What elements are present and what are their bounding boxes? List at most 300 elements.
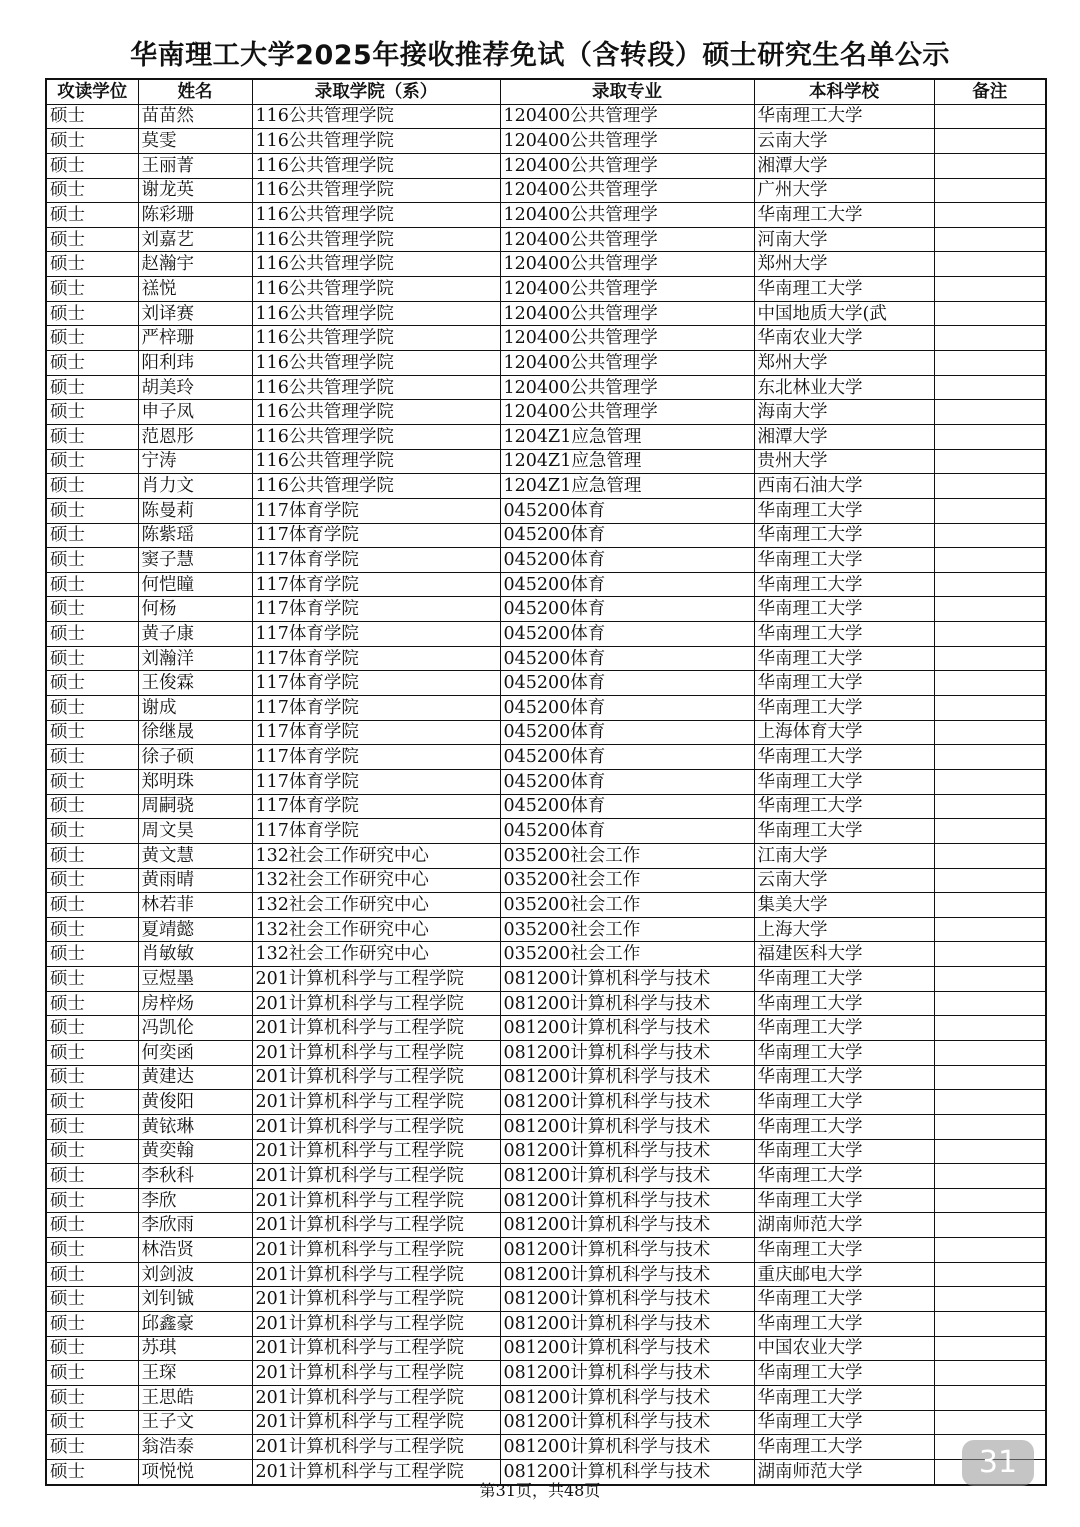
- cell-college: 201计算机科学与工程学院: [252, 1287, 500, 1312]
- cell-name: 禚悦: [138, 277, 252, 302]
- table-row: [46, 1139, 1046, 1164]
- cell-degree: 硕士: [46, 153, 138, 178]
- cell-remarks: [934, 1016, 1046, 1041]
- cell-college: 116公共管理学院: [252, 474, 500, 499]
- cell-major: 120400公共管理学: [500, 129, 754, 154]
- table-row: [46, 843, 1046, 868]
- cell-name: 李秋科: [138, 1164, 252, 1189]
- cell-college: 117体育学院: [252, 646, 500, 671]
- cell-remarks: [934, 942, 1046, 967]
- cell-undergrad-school: 华南理工大学: [754, 1139, 934, 1164]
- cell-degree: 硕士: [46, 646, 138, 671]
- cell-degree: 硕士: [46, 424, 138, 449]
- cell-degree: 硕士: [46, 597, 138, 622]
- cell-college: 116公共管理学院: [252, 153, 500, 178]
- cell-major: 120400公共管理学: [500, 178, 754, 203]
- cell-remarks: [934, 1336, 1046, 1361]
- cell-undergrad-school: 华南理工大学: [754, 1435, 934, 1460]
- cell-remarks: [934, 769, 1046, 794]
- cell-college: 117体育学院: [252, 696, 500, 721]
- cell-major: 081200计算机科学与技术: [500, 1435, 754, 1460]
- cell-name: 窦子慧: [138, 548, 252, 573]
- cell-undergrad-school: 华南理工大学: [754, 1238, 934, 1263]
- cell-college: 116公共管理学院: [252, 227, 500, 252]
- cell-undergrad-school: 华南理工大学: [754, 203, 934, 228]
- cell-major: 081200计算机科学与技术: [500, 1164, 754, 1189]
- cell-remarks: [934, 498, 1046, 523]
- cell-undergrad-school: 中国地质大学(武: [754, 301, 934, 326]
- cell-undergrad-school: 华南理工大学: [754, 671, 934, 696]
- cell-undergrad-school: 广州大学: [754, 178, 934, 203]
- cell-degree: 硕士: [46, 843, 138, 868]
- cell-degree: 硕士: [46, 523, 138, 548]
- cell-college: 116公共管理学院: [252, 301, 500, 326]
- cell-major: 120400公共管理学: [500, 277, 754, 302]
- cell-remarks: [934, 153, 1046, 178]
- cell-degree: 硕士: [46, 794, 138, 819]
- table-row: [46, 1435, 1046, 1460]
- cell-degree: 硕士: [46, 1435, 138, 1460]
- cell-name: 徐子硕: [138, 745, 252, 770]
- page-number-badge: 31: [962, 1440, 1034, 1486]
- table-row: [46, 523, 1046, 548]
- cell-major: 1204Z1应急管理: [500, 424, 754, 449]
- cell-college: 116公共管理学院: [252, 178, 500, 203]
- cell-undergrad-school: 华南理工大学: [754, 967, 934, 992]
- cell-undergrad-school: 湘潭大学: [754, 153, 934, 178]
- table-row: [46, 917, 1046, 942]
- table-row: [46, 1385, 1046, 1410]
- cell-college: 201计算机科学与工程学院: [252, 1459, 500, 1484]
- cell-name: 苏琪: [138, 1336, 252, 1361]
- table-row: [46, 1287, 1046, 1312]
- cell-name: 苗苗然: [138, 104, 252, 129]
- cell-name: 申子凤: [138, 400, 252, 425]
- cell-major: 1204Z1应急管理: [500, 474, 754, 499]
- cell-major: 081200计算机科学与技术: [500, 1090, 754, 1115]
- table-row: [46, 769, 1046, 794]
- table-row: [46, 967, 1046, 992]
- cell-remarks: [934, 572, 1046, 597]
- cell-name: 陈紫瑶: [138, 523, 252, 548]
- cell-name: 豆煜墨: [138, 967, 252, 992]
- cell-undergrad-school: 华南理工大学: [754, 646, 934, 671]
- cell-major: 120400公共管理学: [500, 301, 754, 326]
- table-row: [46, 1090, 1046, 1115]
- cell-college: 132社会工作研究中心: [252, 893, 500, 918]
- cell-college: 201计算机科学与工程学院: [252, 967, 500, 992]
- cell-college: 201计算机科学与工程学院: [252, 1410, 500, 1435]
- cell-name: 莫雯: [138, 129, 252, 154]
- table-row: [46, 868, 1046, 893]
- cell-name: 王琛: [138, 1361, 252, 1386]
- cell-college: 201计算机科学与工程学院: [252, 1164, 500, 1189]
- cell-degree: 硕士: [46, 1040, 138, 1065]
- table-row: [46, 104, 1046, 129]
- cell-remarks: [934, 104, 1046, 129]
- cell-remarks: [934, 326, 1046, 351]
- cell-college: 201计算机科学与工程学院: [252, 1065, 500, 1090]
- cell-undergrad-school: 郑州大学: [754, 351, 934, 376]
- table-row: [46, 942, 1046, 967]
- cell-remarks: [934, 227, 1046, 252]
- cell-remarks: [934, 1361, 1046, 1386]
- cell-remarks: [934, 1312, 1046, 1337]
- cell-degree: 硕士: [46, 1385, 138, 1410]
- cell-degree: 硕士: [46, 1139, 138, 1164]
- cell-undergrad-school: 华南理工大学: [754, 523, 934, 548]
- table-row: [46, 474, 1046, 499]
- cell-college: 116公共管理学院: [252, 203, 500, 228]
- cell-undergrad-school: 华南理工大学: [754, 745, 934, 770]
- cell-major: 081200计算机科学与技术: [500, 1312, 754, 1337]
- cell-college: 116公共管理学院: [252, 129, 500, 154]
- cell-major: 081200计算机科学与技术: [500, 1336, 754, 1361]
- cell-degree: 硕士: [46, 1459, 138, 1484]
- table-row: [46, 277, 1046, 302]
- cell-college: 116公共管理学院: [252, 351, 500, 376]
- cell-name: 项悦悦: [138, 1459, 252, 1484]
- cell-degree: 硕士: [46, 301, 138, 326]
- cell-major: 081200计算机科学与技术: [500, 1238, 754, 1263]
- cell-remarks: [934, 1287, 1046, 1312]
- cell-major: 081200计算机科学与技术: [500, 1361, 754, 1386]
- cell-undergrad-school: 福建医科大学: [754, 942, 934, 967]
- cell-major: 120400公共管理学: [500, 252, 754, 277]
- cell-degree: 硕士: [46, 769, 138, 794]
- cell-college: 201计算机科学与工程学院: [252, 1435, 500, 1460]
- cell-remarks: [934, 203, 1046, 228]
- cell-major: 035200社会工作: [500, 893, 754, 918]
- cell-college: 132社会工作研究中心: [252, 843, 500, 868]
- cell-name: 黄铱琳: [138, 1114, 252, 1139]
- cell-degree: 硕士: [46, 129, 138, 154]
- cell-degree: 硕士: [46, 942, 138, 967]
- table-row: [46, 696, 1046, 721]
- cell-undergrad-school: 云南大学: [754, 129, 934, 154]
- cell-degree: 硕士: [46, 720, 138, 745]
- cell-remarks: [934, 1410, 1046, 1435]
- table-row: [46, 794, 1046, 819]
- cell-name: 王丽菁: [138, 153, 252, 178]
- cell-major: 035200社会工作: [500, 942, 754, 967]
- cell-undergrad-school: 华南理工大学: [754, 1065, 934, 1090]
- table-row: [46, 745, 1046, 770]
- col-header-name: 姓名: [138, 79, 252, 104]
- table-row: [46, 1213, 1046, 1238]
- table-row: [46, 178, 1046, 203]
- cell-major: 081200计算机科学与技术: [500, 1016, 754, 1041]
- cell-major: 120400公共管理学: [500, 153, 754, 178]
- cell-major: 035200社会工作: [500, 843, 754, 868]
- cell-name: 宁涛: [138, 449, 252, 474]
- cell-degree: 硕士: [46, 326, 138, 351]
- cell-remarks: [934, 1040, 1046, 1065]
- cell-major: 120400公共管理学: [500, 400, 754, 425]
- cell-degree: 硕士: [46, 351, 138, 376]
- cell-name: 何杨: [138, 597, 252, 622]
- cell-remarks: [934, 178, 1046, 203]
- cell-undergrad-school: 华南理工大学: [754, 572, 934, 597]
- cell-remarks: [934, 1238, 1046, 1263]
- table-row: [46, 1336, 1046, 1361]
- cell-remarks: [934, 917, 1046, 942]
- cell-degree: 硕士: [46, 498, 138, 523]
- cell-remarks: [934, 474, 1046, 499]
- table-row: [46, 153, 1046, 178]
- cell-college: 201计算机科学与工程学院: [252, 1312, 500, 1337]
- cell-major: 081200计算机科学与技术: [500, 1459, 754, 1484]
- cell-remarks: [934, 351, 1046, 376]
- cell-remarks: [934, 819, 1046, 844]
- cell-college: 117体育学院: [252, 769, 500, 794]
- cell-major: 1204Z1应急管理: [500, 449, 754, 474]
- cell-college: 116公共管理学院: [252, 424, 500, 449]
- cell-undergrad-school: 湖南师范大学: [754, 1459, 934, 1484]
- table-row: [46, 1114, 1046, 1139]
- page-footer: 第31页，共48页: [479, 1481, 601, 1500]
- cell-college: 201计算机科学与工程学院: [252, 1188, 500, 1213]
- table-row: [46, 1040, 1046, 1065]
- cell-major: 120400公共管理学: [500, 351, 754, 376]
- cell-undergrad-school: 上海体育大学: [754, 720, 934, 745]
- cell-degree: 硕士: [46, 819, 138, 844]
- cell-degree: 硕士: [46, 991, 138, 1016]
- cell-remarks: [934, 1385, 1046, 1410]
- cell-undergrad-school: 华南理工大学: [754, 1188, 934, 1213]
- cell-degree: 硕士: [46, 696, 138, 721]
- cell-name: 刘钊铖: [138, 1287, 252, 1312]
- cell-undergrad-school: 郑州大学: [754, 252, 934, 277]
- cell-college: 117体育学院: [252, 622, 500, 647]
- cell-degree: 硕士: [46, 400, 138, 425]
- cell-name: 陈彩珊: [138, 203, 252, 228]
- cell-degree: 硕士: [46, 572, 138, 597]
- cell-undergrad-school: 华南理工大学: [754, 819, 934, 844]
- cell-undergrad-school: 华南理工大学: [754, 769, 934, 794]
- cell-degree: 硕士: [46, 745, 138, 770]
- table-row: [46, 203, 1046, 228]
- cell-degree: 硕士: [46, 449, 138, 474]
- cell-degree: 硕士: [46, 178, 138, 203]
- cell-undergrad-school: 云南大学: [754, 868, 934, 893]
- cell-remarks: [934, 794, 1046, 819]
- cell-major: 120400公共管理学: [500, 203, 754, 228]
- table-row: [46, 646, 1046, 671]
- cell-college: 201计算机科学与工程学院: [252, 1016, 500, 1041]
- cell-name: 李欣雨: [138, 1213, 252, 1238]
- cell-remarks: [934, 548, 1046, 573]
- cell-degree: 硕士: [46, 1016, 138, 1041]
- cell-name: 范恩彤: [138, 424, 252, 449]
- cell-degree: 硕士: [46, 1065, 138, 1090]
- cell-remarks: [934, 1065, 1046, 1090]
- cell-undergrad-school: 华南理工大学: [754, 696, 934, 721]
- cell-degree: 硕士: [46, 252, 138, 277]
- table-row: [46, 671, 1046, 696]
- cell-college: 116公共管理学院: [252, 104, 500, 129]
- cell-college: 117体育学院: [252, 597, 500, 622]
- cell-undergrad-school: 华南理工大学: [754, 1312, 934, 1337]
- cell-college: 201计算机科学与工程学院: [252, 1361, 500, 1386]
- table-row: [46, 1262, 1046, 1287]
- table-row: [46, 1065, 1046, 1090]
- cell-major: 081200计算机科学与技术: [500, 967, 754, 992]
- cell-name: 刘嘉艺: [138, 227, 252, 252]
- cell-undergrad-school: 湖南师范大学: [754, 1213, 934, 1238]
- table-row: [46, 129, 1046, 154]
- cell-remarks: [934, 1188, 1046, 1213]
- cell-major: 081200计算机科学与技术: [500, 1287, 754, 1312]
- cell-name: 黄文慧: [138, 843, 252, 868]
- table-row: [46, 991, 1046, 1016]
- cell-name: 徐继晟: [138, 720, 252, 745]
- cell-name: 黄雨晴: [138, 868, 252, 893]
- cell-college: 201计算机科学与工程学院: [252, 1139, 500, 1164]
- col-header-undergrad-school: 本科学校: [754, 79, 934, 104]
- cell-college: 201计算机科学与工程学院: [252, 1336, 500, 1361]
- cell-remarks: [934, 622, 1046, 647]
- table-row: [46, 597, 1046, 622]
- cell-college: 116公共管理学院: [252, 400, 500, 425]
- cell-college: 132社会工作研究中心: [252, 868, 500, 893]
- cell-undergrad-school: 上海大学: [754, 917, 934, 942]
- cell-degree: 硕士: [46, 474, 138, 499]
- table-row: [46, 400, 1046, 425]
- cell-name: 邱鑫豪: [138, 1312, 252, 1337]
- cell-undergrad-school: 华南理工大学: [754, 622, 934, 647]
- cell-name: 谢成: [138, 696, 252, 721]
- table-body: [46, 104, 1046, 1484]
- cell-undergrad-school: 华南理工大学: [754, 1090, 934, 1115]
- table-row: [46, 720, 1046, 745]
- cell-college: 116公共管理学院: [252, 252, 500, 277]
- cell-major: 045200体育: [500, 745, 754, 770]
- cell-major: 045200体育: [500, 548, 754, 573]
- cell-undergrad-school: 华南理工大学: [754, 794, 934, 819]
- cell-remarks: [934, 1213, 1046, 1238]
- cell-undergrad-school: 华南理工大学: [754, 1385, 934, 1410]
- cell-major: 120400公共管理学: [500, 375, 754, 400]
- table-row: [46, 1312, 1046, 1337]
- col-header-college: 录取学院（系）: [252, 79, 500, 104]
- cell-major: 045200体育: [500, 646, 754, 671]
- cell-remarks: [934, 1164, 1046, 1189]
- cell-undergrad-school: 重庆邮电大学: [754, 1262, 934, 1287]
- cell-name: 夏靖懿: [138, 917, 252, 942]
- cell-degree: 硕士: [46, 375, 138, 400]
- cell-degree: 硕士: [46, 1164, 138, 1189]
- cell-undergrad-school: 东北林业大学: [754, 375, 934, 400]
- cell-college: 117体育学院: [252, 819, 500, 844]
- table-row: [46, 1410, 1046, 1435]
- table-row: [46, 498, 1046, 523]
- cell-college: 117体育学院: [252, 794, 500, 819]
- cell-college: 201计算机科学与工程学院: [252, 1040, 500, 1065]
- cell-college: 201计算机科学与工程学院: [252, 1213, 500, 1238]
- cell-remarks: [934, 893, 1046, 918]
- cell-college: 201计算机科学与工程学院: [252, 1385, 500, 1410]
- cell-degree: 硕士: [46, 203, 138, 228]
- cell-college: 116公共管理学院: [252, 326, 500, 351]
- cell-undergrad-school: 华南理工大学: [754, 1016, 934, 1041]
- table-row: [46, 301, 1046, 326]
- cell-undergrad-school: 华南理工大学: [754, 991, 934, 1016]
- cell-name: 刘译赛: [138, 301, 252, 326]
- cell-college: 201计算机科学与工程学院: [252, 991, 500, 1016]
- cell-name: 阳利玮: [138, 351, 252, 376]
- cell-remarks: [934, 720, 1046, 745]
- cell-undergrad-school: 江南大学: [754, 843, 934, 868]
- cell-remarks: [934, 1262, 1046, 1287]
- cell-degree: 硕士: [46, 1336, 138, 1361]
- cell-degree: 硕士: [46, 1238, 138, 1263]
- cell-undergrad-school: 华南理工大学: [754, 277, 934, 302]
- cell-name: 冯凯伦: [138, 1016, 252, 1041]
- cell-major: 120400公共管理学: [500, 326, 754, 351]
- cell-major: 081200计算机科学与技术: [500, 1385, 754, 1410]
- cell-name: 黄俊阳: [138, 1090, 252, 1115]
- cell-major: 120400公共管理学: [500, 104, 754, 129]
- cell-remarks: [934, 671, 1046, 696]
- table-row: [46, 449, 1046, 474]
- cell-name: 周文昊: [138, 819, 252, 844]
- cell-remarks: [934, 1139, 1046, 1164]
- cell-remarks: [934, 868, 1046, 893]
- cell-major: 081200计算机科学与技术: [500, 1213, 754, 1238]
- cell-major: 081200计算机科学与技术: [500, 1114, 754, 1139]
- cell-degree: 硕士: [46, 1262, 138, 1287]
- cell-major: 045200体育: [500, 523, 754, 548]
- cell-undergrad-school: 华南理工大学: [754, 1287, 934, 1312]
- cell-name: 肖敏敏: [138, 942, 252, 967]
- cell-undergrad-school: 西南石油大学: [754, 474, 934, 499]
- cell-undergrad-school: 贵州大学: [754, 449, 934, 474]
- table-row: [46, 326, 1046, 351]
- cell-degree: 硕士: [46, 277, 138, 302]
- cell-degree: 硕士: [46, 1312, 138, 1337]
- cell-degree: 硕士: [46, 1213, 138, 1238]
- cell-college: 117体育学院: [252, 720, 500, 745]
- col-header-remarks: 备注: [934, 79, 1046, 104]
- cell-name: 林若菲: [138, 893, 252, 918]
- cell-major: 081200计算机科学与技术: [500, 1188, 754, 1213]
- cell-college: 116公共管理学院: [252, 375, 500, 400]
- table-row: [46, 819, 1046, 844]
- cell-name: 刘剑波: [138, 1262, 252, 1287]
- cell-remarks: [934, 967, 1046, 992]
- table-row: [46, 622, 1046, 647]
- cell-name: 王思皓: [138, 1385, 252, 1410]
- cell-undergrad-school: 华南理工大学: [754, 1410, 934, 1435]
- cell-major: 035200社会工作: [500, 917, 754, 942]
- cell-major: 081200计算机科学与技术: [500, 1410, 754, 1435]
- cell-remarks: [934, 597, 1046, 622]
- cell-undergrad-school: 中国农业大学: [754, 1336, 934, 1361]
- cell-remarks: [934, 277, 1046, 302]
- cell-undergrad-school: 华南理工大学: [754, 1164, 934, 1189]
- cell-remarks: [934, 1090, 1046, 1115]
- cell-name: 黄奕翰: [138, 1139, 252, 1164]
- cell-undergrad-school: 华南理工大学: [754, 1114, 934, 1139]
- cell-major: 045200体育: [500, 572, 754, 597]
- cell-remarks: [934, 843, 1046, 868]
- table-row: [46, 252, 1046, 277]
- page-title: 华南理工大学2025年接收推荐免试（含转段）硕士研究生名单公示: [130, 40, 950, 71]
- cell-degree: 硕士: [46, 548, 138, 573]
- cell-major: 045200体育: [500, 498, 754, 523]
- cell-college: 132社会工作研究中心: [252, 917, 500, 942]
